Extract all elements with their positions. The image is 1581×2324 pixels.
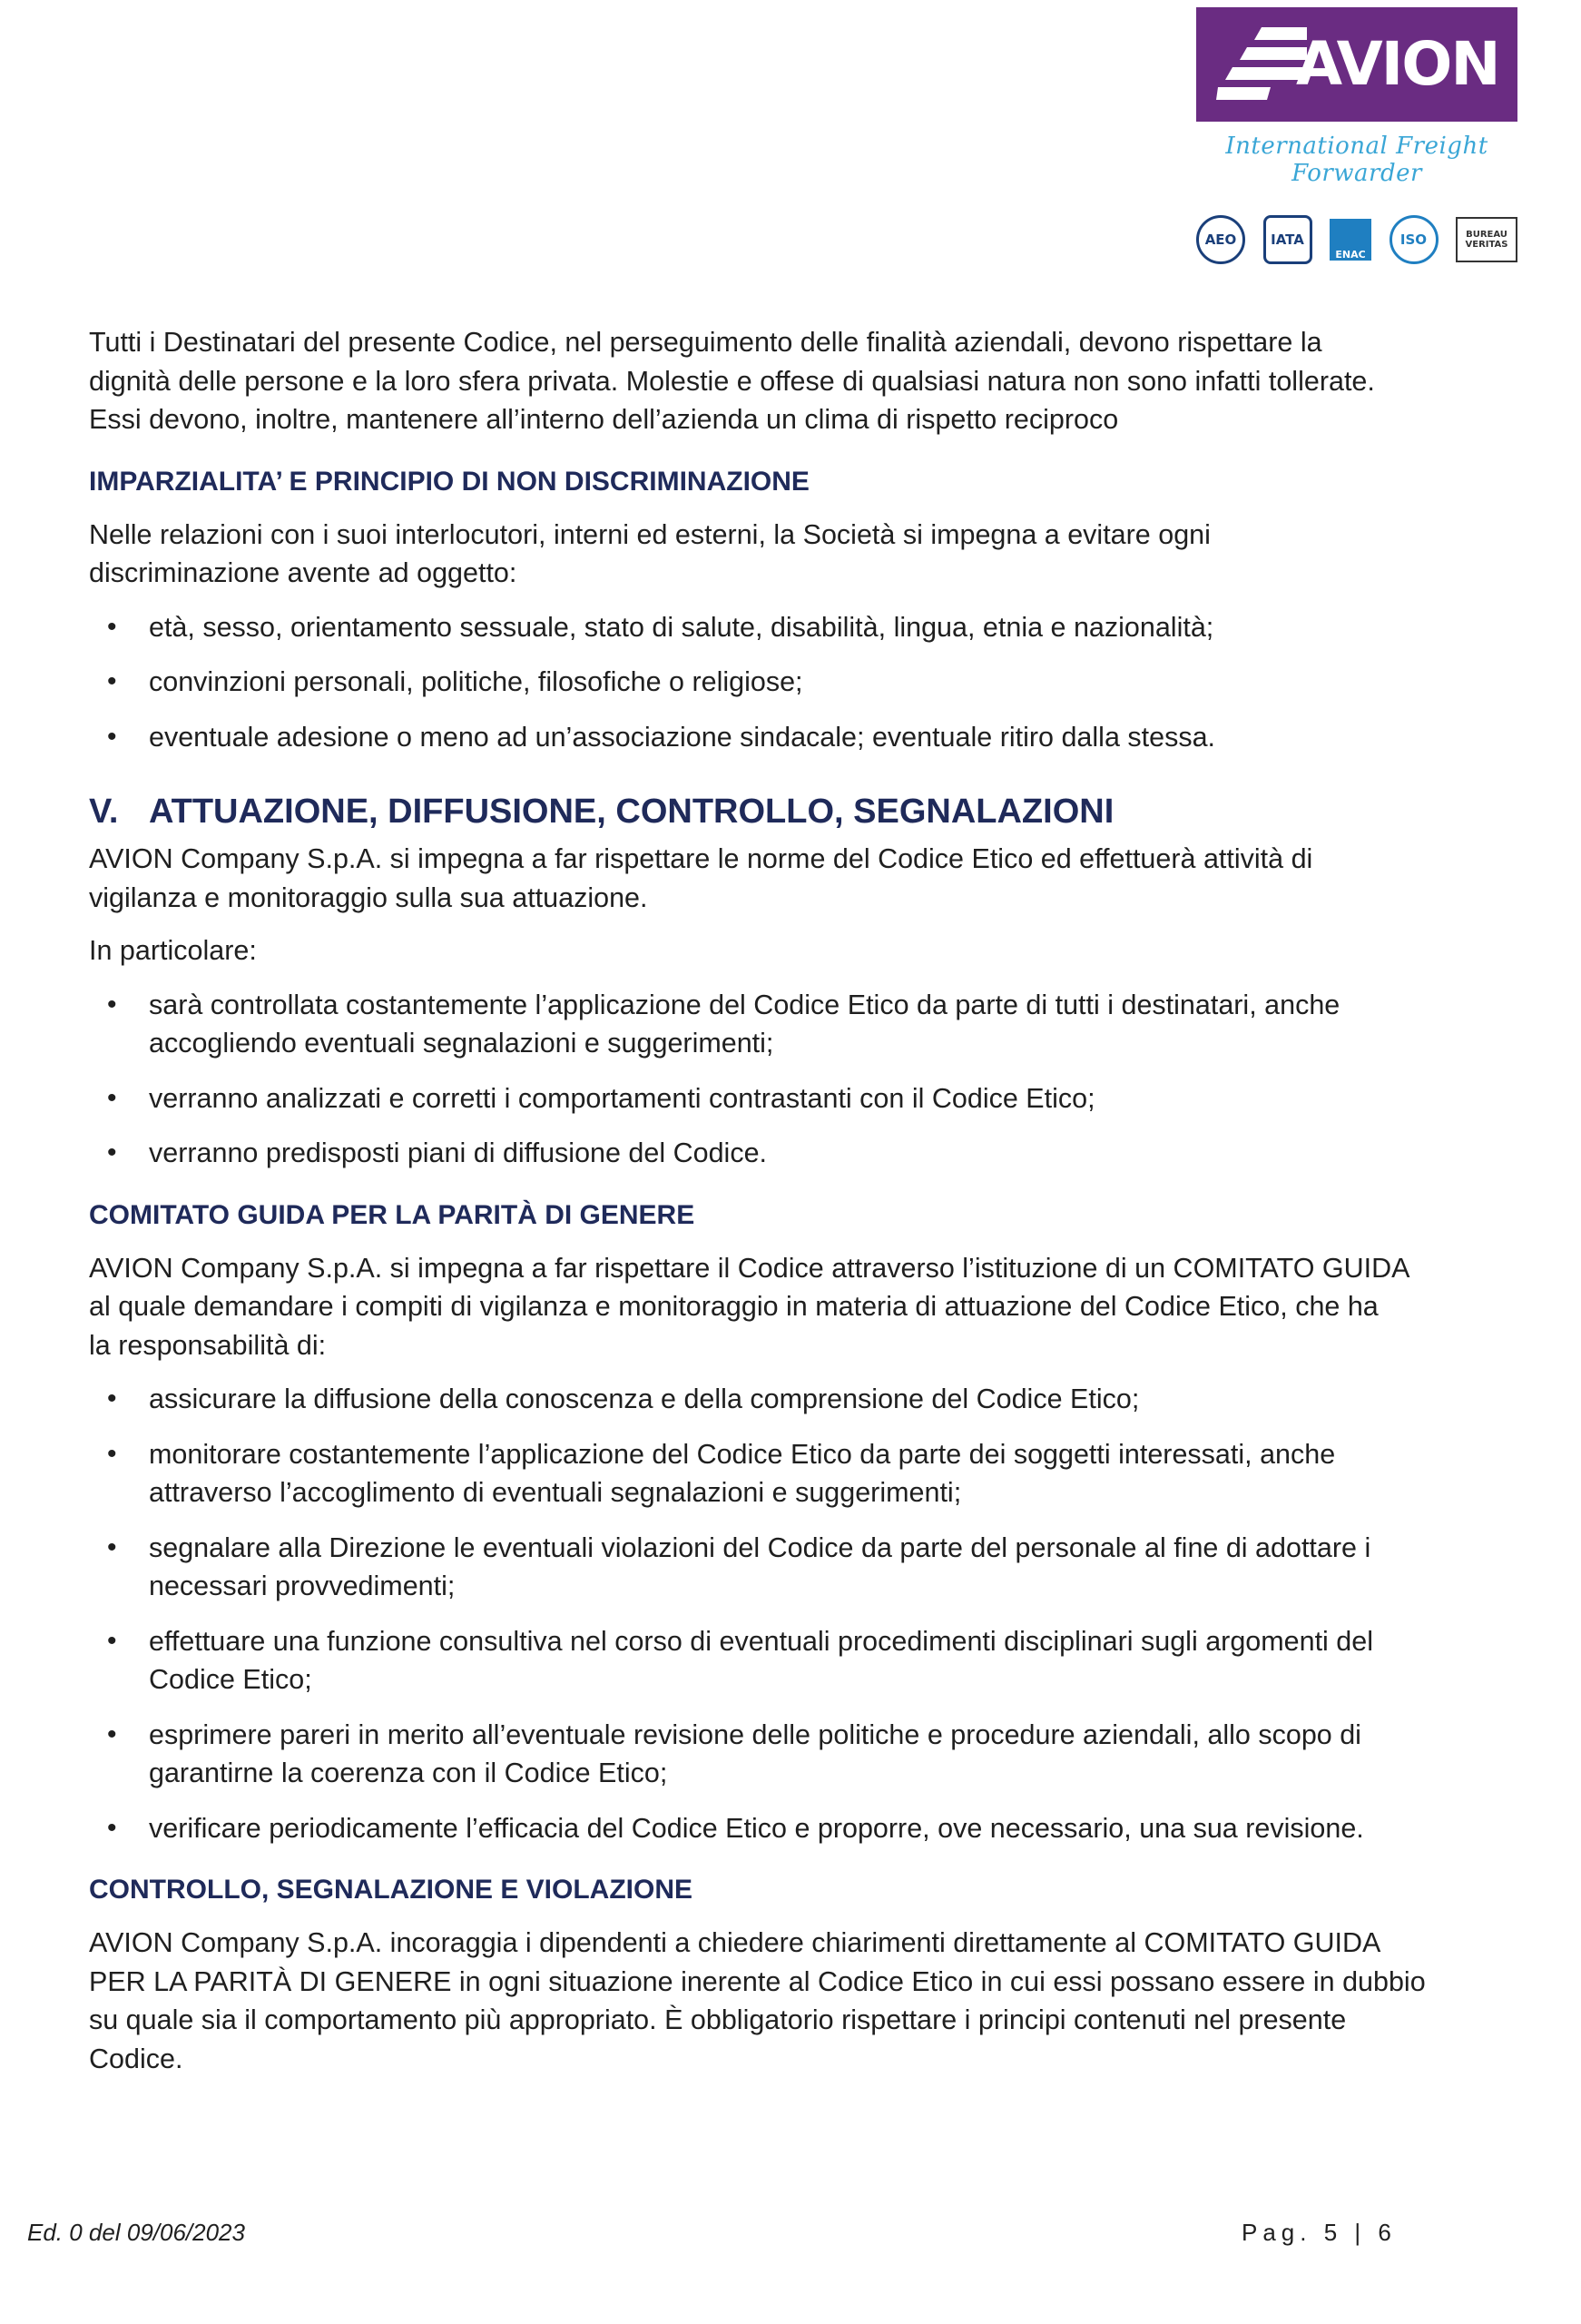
text-line: Tutti i Destinatari del presente Codice, nel perseguimento delle finalità aziendali, devono rispettare la: [89, 327, 1322, 358]
text-line: al quale demandare i compiti di vigilanza e monitoraggio in materia di attuazione del Codice Etico, che ha: [89, 1291, 1379, 1322]
certification-logos: [1196, 211, 1517, 269]
comitato-paragraph: [89, 1249, 1468, 1365]
text-line: AVION Company S.p.A. incoraggia i dipendenti a chiedere chiarimenti direttamente al COMITATO GUIDA: [89, 1927, 1381, 1958]
logo-tagline: International Freight Forwarder: [1225, 133, 1488, 187]
section-heading-v: [89, 789, 1468, 834]
text-line: su quale sia il comportamento più appropriato. È obbligatorio rispettare i principi contenuti nel presente: [89, 2004, 1347, 2035]
comitato-list: [89, 1380, 1468, 1847]
text-line: Essi devono, inoltre, mantenere all’interno dell’azienda un clima di rispetto reciproco: [89, 404, 1119, 435]
text-line: AVION Company S.p.A. si impegna a far rispettare le norme del Codice Etico ed effettuerà attività di: [89, 843, 1313, 874]
iso-certification-icon: ISO: [1390, 215, 1439, 264]
aeo-certification-icon: AEO: [1196, 215, 1245, 264]
section-v-paragraph: [89, 840, 1468, 917]
text-line: Codice.: [89, 2043, 183, 2074]
section-heading-comitato: COMITATO GUIDA PER LA PARITÀ DI GENERE: [89, 1199, 695, 1230]
text-line: la responsabilità di:: [89, 1329, 327, 1361]
text-line: discriminazione avente ad oggetto:: [89, 557, 517, 588]
document-body: [89, 323, 1468, 2078]
list-item: • segnalare alla Direzione le eventuali violazioni del Codice da parte del personale al fine di adottare i necessari provvedimenti;: [89, 1529, 1468, 1606]
imparzialita-paragraph: [89, 516, 1468, 593]
text-line: PER LA PARITÀ DI GENERE in ogni situazione inerente al Codice Etico in cui essi possano essere in dubbio: [89, 1965, 1426, 1997]
list-item: • monitorare costantemente l’applicazione del Codice Etico da parte dei soggetti interessati, anche attraverso l’accoglimento di eventuali segnalazioni e suggerimenti;: [89, 1435, 1468, 1512]
iata-certification-icon: IATA: [1263, 215, 1312, 264]
section-v-list: [89, 986, 1468, 1173]
section-number: V.: [89, 793, 119, 831]
section-title: ATTUAZIONE, DIFFUSIONE, CONTROLLO, SEGNALAZIONI: [149, 793, 1115, 831]
section-heading-controllo: CONTROLLO, SEGNALAZIONE E VIOLAZIONE: [89, 1875, 693, 1905]
list-item: • convinzioni personali, politiche, filosofiche o religiose;: [89, 663, 1468, 702]
section-v-intro: In particolare:: [89, 935, 257, 966]
list-item: • verranno predisposti piani di diffusione del Codice.: [89, 1134, 1468, 1173]
imparzialita-list: [89, 608, 1468, 757]
section-heading-imparzialita: IMPARZIALITA’ E PRINCIPIO DI NON DISCRIMINAZIONE: [89, 466, 810, 497]
company-logo: [1196, 7, 1517, 187]
text-line: AVION Company S.p.A. si impegna a far rispettare il Codice attraverso l’istituzione di un COMITATO GUIDA: [89, 1252, 1410, 1284]
controllo-paragraph: [89, 1924, 1468, 2078]
logo-wing-icon: [1216, 27, 1307, 102]
footer-page-number: Pag. 5 | 6: [1242, 2219, 1397, 2246]
text-line: vigilanza e monitoraggio sulla sua attuazione.: [89, 881, 648, 913]
text-line: Nelle relazioni con i suoi interlocutori, interni ed esterni, la Società si impegna a evitare ogni: [89, 518, 1211, 550]
logo-banner: [1196, 7, 1517, 122]
bureau-veritas-certification-icon: BUREAU VERITAS: [1456, 215, 1517, 264]
list-item: • verificare periodicamente l’efficacia del Codice Etico e proporre, ove necessario, una sua revisione.: [89, 1809, 1468, 1848]
list-item: • età, sesso, orientamento sessuale, stato di salute, disabilità, lingua, etnia e nazionalità;: [89, 608, 1468, 647]
list-item: • esprimere pareri in merito all’eventuale revisione delle politiche e procedure aziendali, allo scopo di garantirne la coerenza con il Codice Etico;: [89, 1716, 1468, 1793]
footer-edition: Ed. 0 del 09/06/2023: [27, 2219, 245, 2246]
list-item: • effettuare una funzione consultiva nel corso di eventuali procedimenti disciplinari sugli argomenti del Codice Etico;: [89, 1622, 1468, 1699]
respect-paragraph: [89, 323, 1468, 439]
list-item: • assicurare la diffusione della conoscenza e della comprensione del Codice Etico;: [89, 1380, 1468, 1419]
list-item: • sarà controllata costantemente l’applicazione del Codice Etico da parte di tutti i destinatari, anche accogliendo eventuali segnalazioni e suggerimenti;: [89, 986, 1468, 1063]
list-item: • verranno analizzati e corretti i comportamenti contrastanti con il Codice Etico;: [89, 1079, 1468, 1118]
enac-certification-icon: ENAC: [1330, 215, 1371, 264]
text-line: dignità delle persone e la loro sfera privata. Molestie e offese di qualsiasi natura non sono infatti tollerate.: [89, 365, 1375, 397]
list-item: • eventuale adesione o meno ad un’associazione sindacale; eventuale ritiro dalla stessa.: [89, 718, 1468, 757]
logo-wordmark: AVION: [1296, 29, 1499, 99]
